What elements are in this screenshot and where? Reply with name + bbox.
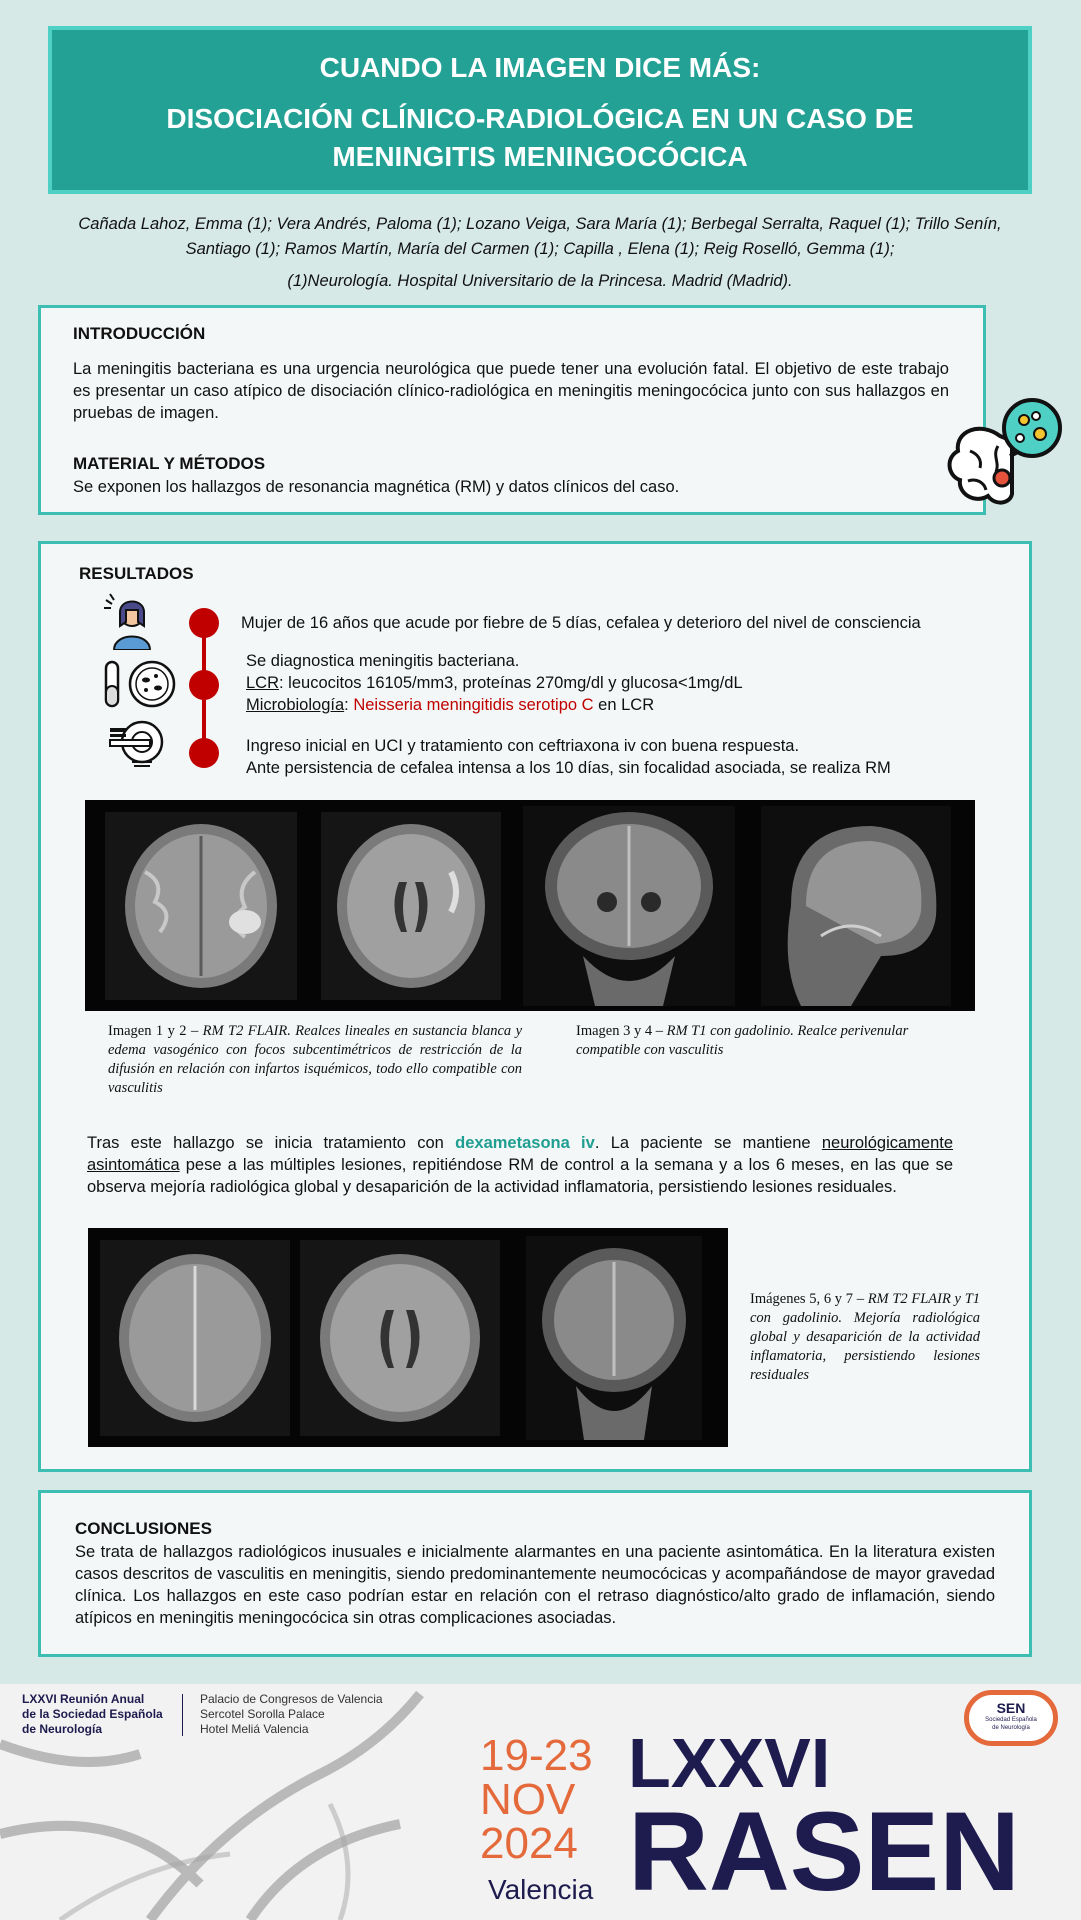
event-dates [480, 1731, 593, 1868]
mri-strip-2 [88, 1228, 728, 1447]
step2-lcr [246, 672, 986, 694]
mri-image-1 [105, 812, 297, 1000]
venue-line-1: Palacio de Congresos de Valencia [200, 1692, 383, 1706]
dates: 19-23 [480, 1731, 593, 1780]
timeline-dot-1 [189, 608, 219, 638]
event-divider [182, 1694, 183, 1736]
mri-image-2 [321, 812, 501, 1000]
mri-image-4 [761, 806, 951, 1006]
caption-2-text: RM T1 con gadolinio. Realce perivenular compatible con vasculitis [576, 1023, 909, 1058]
caption-1-text: RM T2 FLAIR. Realces lineales en sustancia blanca y edema vasogénico con focos subcentimétricos de restricción de la difusión en relación con infartos isquémicos, todo ello compatible con vasculitis [108, 1023, 523, 1096]
venue-line-2: Sercotel Sorolla Palace [200, 1707, 325, 1721]
event-name [22, 1692, 163, 1737]
headache-patient-icon [100, 592, 160, 650]
step3-line-1: Ingreso inicial en UCI y tratamiento con ceftriaxona iv con buena respuesta. [246, 737, 800, 755]
venue-line-3: Hotel Meliá Valencia [200, 1722, 309, 1736]
lcr-label: LCR [246, 674, 280, 692]
followup-asymptomatic: neurológicamente asintomática [87, 1134, 954, 1174]
micro-organism: Neisseria meningitidis serotipo C [353, 696, 594, 714]
timeline-dot-2 [189, 670, 219, 700]
mri-scanner-icon [108, 718, 164, 770]
sen-logo-sub-2: de Neurología [992, 1725, 1030, 1731]
caption-1-label: Imagen 1 y 2 – [108, 1023, 203, 1039]
followup-c: pese a las múltiples lesiones, repitiéndose RM de control a la semana y a los 6 meses, en las que se observa mejoría radiológica global y desaparición de la actividad inflamatoria, persistiendo lesiones residuales. [87, 1156, 953, 1196]
micro-sep: : [344, 696, 354, 714]
conclusions-box [38, 1490, 1032, 1657]
event-line-2: de la Sociedad Española [22, 1707, 163, 1721]
title-line-1: CUANDO LA IMAGEN DICE MÁS: [319, 52, 761, 83]
results-heading: RESULTADOS [79, 564, 194, 583]
caption-2-label: Imagen 3 y 4 – [576, 1023, 667, 1039]
conclusions-heading: CONCLUSIONES [75, 1519, 212, 1538]
brain-bacteria-icon [940, 396, 1064, 516]
followup-b: . La paciente se mantiene [594, 1134, 822, 1152]
timeline-dot-3 [189, 738, 219, 768]
mri-image-3 [523, 806, 735, 1006]
mri-image-6 [300, 1240, 500, 1436]
title-banner [48, 26, 1032, 194]
caption-3-text: RM T2 FLAIR y T1 con gadolinio. Mejoría radiológica global y desaparición de la actividad inflamatoria, persistiendo lesiones residuales [750, 1291, 981, 1383]
intro-box [38, 305, 986, 515]
month: NOV [480, 1775, 576, 1824]
year: 2024 [480, 1819, 578, 1868]
intro-text: La meningitis bacteriana es una urgencia neurológica que puede tener una evolución fatal. El objetivo de este trabajo es presentar un caso atípico de disociación clínico-radiológica en meningitis meningocócica junto con sus hallazgos en pruebas de imagen. [73, 360, 949, 422]
followup-text [87, 1132, 953, 1198]
step3-line-2: Ante persistencia de cefalea intensa a los 10 días, sin focalidad asociada, se realiza RM [246, 759, 891, 777]
affiliation: (1)Neurología. Hospital Universitario de la Princesa. Madrid (Madrid). [287, 272, 793, 290]
methods-text: Se exponen los hallazgos de resonancia magnética (RM) y datos clínicos del caso. [73, 478, 680, 496]
caption-images-1-2 [108, 1022, 522, 1098]
timeline-step-1: Mujer de 16 años que acude por fiebre de 5 días, cefalea y deterioro del nivel de consciencia [241, 614, 921, 632]
followup-a: Tras este hallazgo se inicia tratamiento con [87, 1134, 456, 1152]
intro-heading: INTRODUCCIÓN [73, 324, 206, 343]
big-lxxvi: LXXVI [628, 1724, 831, 1802]
title-line-2: DISOCIACIÓN CLÍNICO-RADIOLÓGICA EN UN CASO DE MENINGITIS MENINGOCÓCICA [166, 103, 914, 172]
caption-3-label: Imágenes 5, 6 y 7 – [750, 1291, 868, 1307]
big-rasen: RASEN [628, 1789, 1021, 1914]
event-city: Valencia [488, 1874, 594, 1905]
authors: Cañada Lahoz, Emma (1); Vera Andrés, Paloma (1); Lozano Veiga, Sara María (1); Berbegal Serralta, Raquel (1); Trillo Senín, Santiago (1); Ramos Martín, María del Carmen (1); Capilla , Elena (1); Reig Roselló, Gemma (1); [78, 215, 1002, 258]
sen-logo-sub-1: Sociedad Española [985, 1717, 1037, 1723]
event-line-3: de Neurología [22, 1722, 103, 1736]
caption-images-3-4 [576, 1022, 948, 1060]
step2-micro [246, 694, 986, 716]
conclusions-text: Se trata de hallazgos radiológicos inusuales e inicialmente alarmantes en una paciente asintomática. En la literatura existen casos descritos de vasculitis en meningitis, siendo predominantemente neumocócicas y acompañándose de mayor gravedad clínica. Los hallazgos en este caso podrían estar en relación con el retraso diagnóstico/alto grado de inflamación, siendo atípicos en meningitis meningocócica sin otras complicaciones asociadas. [75, 1543, 995, 1627]
sen-logo [964, 1690, 1058, 1746]
lcr-text: : leucocitos 16105/mm3, proteínas 270mg/dl y glucosa<1mg/dL [279, 674, 743, 692]
mri-image-5 [100, 1240, 290, 1436]
step2-diagnosis: Se diagnostica meningitis bacteriana. [246, 652, 520, 670]
micro-label: Microbiología [246, 696, 345, 714]
footer-banner [0, 1684, 1081, 1920]
venue [200, 1692, 383, 1737]
mri-strip-1 [85, 800, 975, 1011]
event-line-1: LXXVI Reunión Anual [22, 1692, 145, 1706]
methods-heading: MATERIAL Y MÉTODOS [73, 454, 266, 473]
micro-tail: en LCR [593, 696, 655, 714]
mri-image-7 [526, 1236, 702, 1440]
timeline-step-2 [246, 650, 986, 716]
caption-images-5-7 [750, 1290, 980, 1385]
timeline-step-3 [246, 735, 1006, 779]
sen-logo-text: SEN [996, 1700, 1026, 1716]
lab-tube-bacteria-icon [102, 658, 176, 710]
followup-drug: dexametasona iv [455, 1134, 595, 1152]
